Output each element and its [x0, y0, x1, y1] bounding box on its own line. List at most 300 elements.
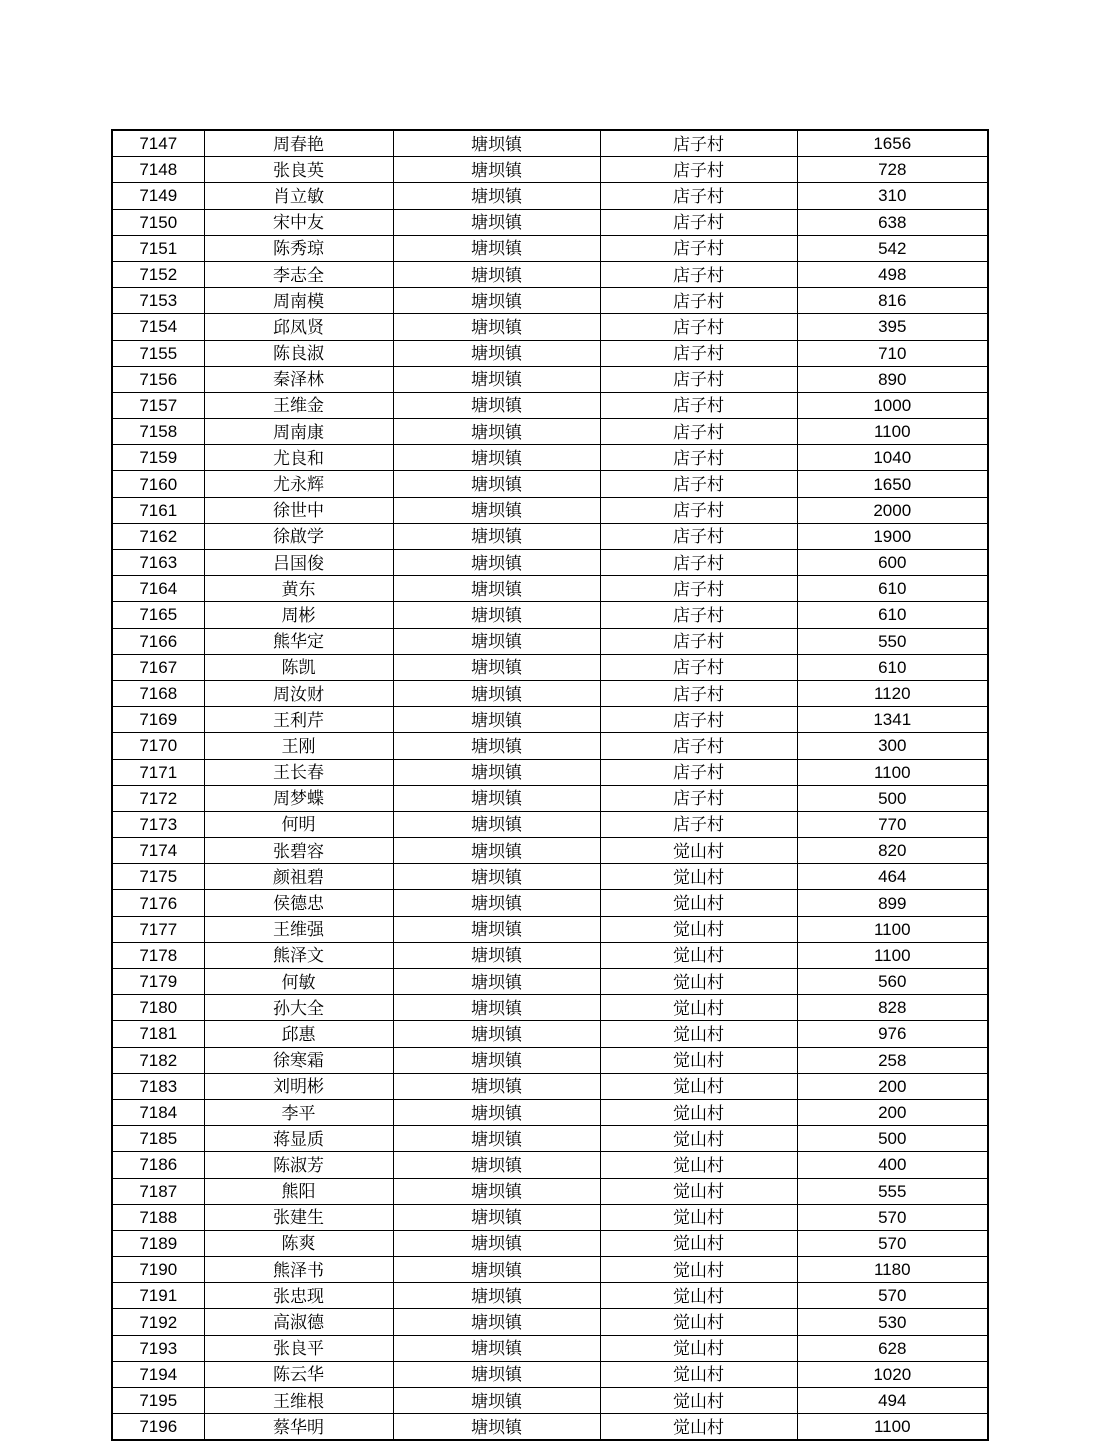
- cell-town: 塘坝镇: [393, 130, 600, 157]
- table-row: [112, 209, 988, 235]
- cell-village: 觉山村: [600, 1309, 797, 1335]
- cell-name: 宋中友: [204, 209, 393, 235]
- cell-serial-number: 7159: [112, 445, 204, 471]
- cell-town: 塘坝镇: [393, 942, 600, 968]
- cell-serial-number: 7176: [112, 890, 204, 916]
- cell-amount: 610: [797, 576, 988, 602]
- cell-town: 塘坝镇: [393, 419, 600, 445]
- cell-town: 塘坝镇: [393, 890, 600, 916]
- cell-amount: 710: [797, 340, 988, 366]
- cell-town: 塘坝镇: [393, 497, 600, 523]
- cell-village: 觉山村: [600, 916, 797, 942]
- cell-name: 秦泽林: [204, 366, 393, 392]
- table-row: [112, 392, 988, 418]
- cell-serial-number: 7177: [112, 916, 204, 942]
- cell-town: 塘坝镇: [393, 602, 600, 628]
- cell-serial-number: 7160: [112, 471, 204, 497]
- cell-name: 陈秀琼: [204, 235, 393, 261]
- cell-serial-number: 7195: [112, 1388, 204, 1414]
- table-row: [112, 288, 988, 314]
- cell-name: 侯德忠: [204, 890, 393, 916]
- cell-serial-number: 7165: [112, 602, 204, 628]
- table-row: [112, 235, 988, 261]
- table-row: [112, 1335, 988, 1361]
- cell-village: 店子村: [600, 157, 797, 183]
- cell-amount: 310: [797, 183, 988, 209]
- cell-amount: 1020: [797, 1361, 988, 1387]
- cell-village: 店子村: [600, 314, 797, 340]
- cell-serial-number: 7184: [112, 1099, 204, 1125]
- cell-amount: 1100: [797, 942, 988, 968]
- table-row: [112, 890, 988, 916]
- cell-amount: 638: [797, 209, 988, 235]
- cell-village: 觉山村: [600, 1361, 797, 1387]
- cell-amount: 728: [797, 157, 988, 183]
- cell-name: 蒋显质: [204, 1126, 393, 1152]
- cell-town: 塘坝镇: [393, 916, 600, 942]
- cell-serial-number: 7170: [112, 733, 204, 759]
- table-row: [112, 157, 988, 183]
- cell-serial-number: 7187: [112, 1178, 204, 1204]
- cell-amount: 1341: [797, 707, 988, 733]
- cell-amount: 200: [797, 1099, 988, 1125]
- cell-amount: 570: [797, 1204, 988, 1230]
- cell-serial-number: 7166: [112, 628, 204, 654]
- cell-serial-number: 7171: [112, 759, 204, 785]
- cell-amount: 494: [797, 1388, 988, 1414]
- cell-amount: 550: [797, 628, 988, 654]
- cell-name: 王维强: [204, 916, 393, 942]
- cell-town: 塘坝镇: [393, 340, 600, 366]
- cell-town: 塘坝镇: [393, 1335, 600, 1361]
- cell-name: 周彬: [204, 602, 393, 628]
- cell-serial-number: 7154: [112, 314, 204, 340]
- cell-name: 尤良和: [204, 445, 393, 471]
- cell-serial-number: 7167: [112, 654, 204, 680]
- table-row: [112, 602, 988, 628]
- cell-town: 塘坝镇: [393, 1283, 600, 1309]
- table-row: [112, 654, 988, 680]
- cell-serial-number: 7178: [112, 942, 204, 968]
- cell-village: 店子村: [600, 366, 797, 392]
- cell-amount: 542: [797, 235, 988, 261]
- cell-name: 周汝财: [204, 680, 393, 706]
- cell-amount: 1100: [797, 759, 988, 785]
- cell-name: 李志全: [204, 261, 393, 287]
- cell-serial-number: 7156: [112, 366, 204, 392]
- table-row: [112, 995, 988, 1021]
- cell-serial-number: 7186: [112, 1152, 204, 1178]
- cell-amount: 770: [797, 811, 988, 837]
- cell-town: 塘坝镇: [393, 1099, 600, 1125]
- cell-amount: 890: [797, 366, 988, 392]
- cell-serial-number: 7196: [112, 1414, 204, 1441]
- cell-village: 店子村: [600, 497, 797, 523]
- cell-name: 陈凯: [204, 654, 393, 680]
- cell-amount: 464: [797, 864, 988, 890]
- cell-name: 徐世中: [204, 497, 393, 523]
- table-row: [112, 1388, 988, 1414]
- cell-town: 塘坝镇: [393, 680, 600, 706]
- cell-amount: 530: [797, 1309, 988, 1335]
- table-row: [112, 471, 988, 497]
- cell-village: 觉山村: [600, 1257, 797, 1283]
- cell-town: 塘坝镇: [393, 1361, 600, 1387]
- cell-name: 孙大全: [204, 995, 393, 1021]
- cell-town: 塘坝镇: [393, 1021, 600, 1047]
- table-row: [112, 1152, 988, 1178]
- cell-town: 塘坝镇: [393, 1047, 600, 1073]
- cell-name: 黄东: [204, 576, 393, 602]
- cell-village: 店子村: [600, 602, 797, 628]
- cell-town: 塘坝镇: [393, 1257, 600, 1283]
- cell-village: 店子村: [600, 471, 797, 497]
- cell-town: 塘坝镇: [393, 550, 600, 576]
- cell-amount: 610: [797, 654, 988, 680]
- cell-name: 徐寒霜: [204, 1047, 393, 1073]
- table-row: [112, 261, 988, 287]
- cell-village: 店子村: [600, 654, 797, 680]
- cell-name: 刘明彬: [204, 1073, 393, 1099]
- document-page: [111, 129, 989, 1441]
- table-row: [112, 1414, 988, 1441]
- cell-serial-number: 7183: [112, 1073, 204, 1099]
- table-row: [112, 811, 988, 837]
- cell-serial-number: 7185: [112, 1126, 204, 1152]
- cell-amount: 820: [797, 838, 988, 864]
- cell-amount: 2000: [797, 497, 988, 523]
- cell-name: 熊华定: [204, 628, 393, 654]
- cell-village: 店子村: [600, 340, 797, 366]
- table-row: [112, 707, 988, 733]
- cell-amount: 200: [797, 1073, 988, 1099]
- cell-name: 王维金: [204, 392, 393, 418]
- cell-village: 觉山村: [600, 1126, 797, 1152]
- cell-town: 塘坝镇: [393, 209, 600, 235]
- cell-village: 觉山村: [600, 969, 797, 995]
- cell-village: 店子村: [600, 445, 797, 471]
- table-row: [112, 942, 988, 968]
- table-row: [112, 680, 988, 706]
- cell-town: 塘坝镇: [393, 1414, 600, 1441]
- cell-serial-number: 7172: [112, 785, 204, 811]
- cell-amount: 498: [797, 261, 988, 287]
- cell-serial-number: 7147: [112, 130, 204, 157]
- table-row: [112, 1099, 988, 1125]
- table-row: [112, 523, 988, 549]
- cell-serial-number: 7182: [112, 1047, 204, 1073]
- cell-village: 觉山村: [600, 890, 797, 916]
- cell-serial-number: 7190: [112, 1257, 204, 1283]
- table-row: [112, 628, 988, 654]
- cell-village: 店子村: [600, 576, 797, 602]
- cell-village: 觉山村: [600, 1204, 797, 1230]
- cell-serial-number: 7194: [112, 1361, 204, 1387]
- cell-amount: 600: [797, 550, 988, 576]
- cell-village: 店子村: [600, 759, 797, 785]
- cell-name: 熊泽文: [204, 942, 393, 968]
- cell-town: 塘坝镇: [393, 471, 600, 497]
- cell-village: 觉山村: [600, 838, 797, 864]
- table-row: [112, 1257, 988, 1283]
- cell-amount: 500: [797, 785, 988, 811]
- cell-town: 塘坝镇: [393, 157, 600, 183]
- cell-village: 觉山村: [600, 1335, 797, 1361]
- cell-amount: 610: [797, 602, 988, 628]
- table-row: [112, 969, 988, 995]
- cell-name: 陈爽: [204, 1230, 393, 1256]
- cell-serial-number: 7173: [112, 811, 204, 837]
- cell-serial-number: 7169: [112, 707, 204, 733]
- cell-serial-number: 7164: [112, 576, 204, 602]
- cell-name: 高淑德: [204, 1309, 393, 1335]
- cell-name: 何敏: [204, 969, 393, 995]
- table-row: [112, 1021, 988, 1047]
- cell-village: 觉山村: [600, 1152, 797, 1178]
- table-row: [112, 1204, 988, 1230]
- cell-amount: 899: [797, 890, 988, 916]
- cell-serial-number: 7163: [112, 550, 204, 576]
- cell-village: 觉山村: [600, 1047, 797, 1073]
- cell-town: 塘坝镇: [393, 1178, 600, 1204]
- cell-name: 何明: [204, 811, 393, 837]
- cell-name: 邱凤贤: [204, 314, 393, 340]
- cell-amount: 1650: [797, 471, 988, 497]
- cell-name: 王利芹: [204, 707, 393, 733]
- cell-name: 王刚: [204, 733, 393, 759]
- table-body: [112, 130, 988, 1440]
- cell-town: 塘坝镇: [393, 1073, 600, 1099]
- cell-town: 塘坝镇: [393, 392, 600, 418]
- cell-amount: 400: [797, 1152, 988, 1178]
- cell-amount: 976: [797, 1021, 988, 1047]
- cell-village: 觉山村: [600, 1073, 797, 1099]
- cell-serial-number: 7174: [112, 838, 204, 864]
- cell-serial-number: 7153: [112, 288, 204, 314]
- data-table: [111, 129, 989, 1441]
- cell-town: 塘坝镇: [393, 811, 600, 837]
- cell-village: 觉山村: [600, 1230, 797, 1256]
- cell-amount: 1120: [797, 680, 988, 706]
- cell-amount: 560: [797, 969, 988, 995]
- cell-name: 王长春: [204, 759, 393, 785]
- cell-village: 店子村: [600, 235, 797, 261]
- cell-town: 塘坝镇: [393, 1388, 600, 1414]
- table-row: [112, 576, 988, 602]
- cell-serial-number: 7193: [112, 1335, 204, 1361]
- table-row: [112, 1126, 988, 1152]
- table-row: [112, 1073, 988, 1099]
- cell-village: 店子村: [600, 288, 797, 314]
- cell-town: 塘坝镇: [393, 654, 600, 680]
- cell-serial-number: 7191: [112, 1283, 204, 1309]
- cell-serial-number: 7148: [112, 157, 204, 183]
- cell-serial-number: 7158: [112, 419, 204, 445]
- cell-town: 塘坝镇: [393, 576, 600, 602]
- cell-village: 觉山村: [600, 1388, 797, 1414]
- cell-amount: 555: [797, 1178, 988, 1204]
- table-row: [112, 759, 988, 785]
- cell-amount: 1900: [797, 523, 988, 549]
- cell-village: 店子村: [600, 550, 797, 576]
- cell-village: 店子村: [600, 209, 797, 235]
- cell-amount: 258: [797, 1047, 988, 1073]
- cell-village: 店子村: [600, 707, 797, 733]
- cell-village: 店子村: [600, 733, 797, 759]
- cell-amount: 828: [797, 995, 988, 1021]
- cell-amount: 1180: [797, 1257, 988, 1283]
- table-row: [112, 183, 988, 209]
- cell-town: 塘坝镇: [393, 1152, 600, 1178]
- cell-village: 店子村: [600, 628, 797, 654]
- cell-town: 塘坝镇: [393, 366, 600, 392]
- cell-name: 肖立敏: [204, 183, 393, 209]
- cell-name: 张忠现: [204, 1283, 393, 1309]
- cell-amount: 395: [797, 314, 988, 340]
- cell-name: 周南模: [204, 288, 393, 314]
- cell-serial-number: 7192: [112, 1309, 204, 1335]
- cell-village: 觉山村: [600, 1021, 797, 1047]
- cell-village: 店子村: [600, 261, 797, 287]
- cell-village: 店子村: [600, 183, 797, 209]
- cell-village: 店子村: [600, 785, 797, 811]
- cell-name: 张良英: [204, 157, 393, 183]
- cell-name: 徐啟学: [204, 523, 393, 549]
- table-row: [112, 130, 988, 157]
- table-row: [112, 1047, 988, 1073]
- cell-amount: 500: [797, 1126, 988, 1152]
- cell-serial-number: 7181: [112, 1021, 204, 1047]
- cell-town: 塘坝镇: [393, 628, 600, 654]
- cell-serial-number: 7161: [112, 497, 204, 523]
- cell-town: 塘坝镇: [393, 995, 600, 1021]
- cell-amount: 1656: [797, 130, 988, 157]
- cell-village: 觉山村: [600, 1178, 797, 1204]
- cell-town: 塘坝镇: [393, 523, 600, 549]
- cell-serial-number: 7151: [112, 235, 204, 261]
- table-row: [112, 550, 988, 576]
- cell-amount: 628: [797, 1335, 988, 1361]
- cell-town: 塘坝镇: [393, 261, 600, 287]
- cell-amount: 300: [797, 733, 988, 759]
- cell-name: 蔡华明: [204, 1414, 393, 1441]
- cell-amount: 1100: [797, 916, 988, 942]
- cell-name: 陈云华: [204, 1361, 393, 1387]
- cell-name: 周南康: [204, 419, 393, 445]
- cell-name: 李平: [204, 1099, 393, 1125]
- cell-town: 塘坝镇: [393, 314, 600, 340]
- cell-name: 颜祖碧: [204, 864, 393, 890]
- cell-town: 塘坝镇: [393, 864, 600, 890]
- table-row: [112, 733, 988, 759]
- cell-name: 尤永辉: [204, 471, 393, 497]
- cell-town: 塘坝镇: [393, 235, 600, 261]
- cell-amount: 1100: [797, 1414, 988, 1441]
- cell-serial-number: 7189: [112, 1230, 204, 1256]
- cell-village: 觉山村: [600, 1099, 797, 1125]
- cell-town: 塘坝镇: [393, 707, 600, 733]
- cell-amount: 570: [797, 1230, 988, 1256]
- cell-village: 店子村: [600, 523, 797, 549]
- cell-village: 觉山村: [600, 1414, 797, 1441]
- table-row: [112, 1283, 988, 1309]
- cell-serial-number: 7157: [112, 392, 204, 418]
- cell-town: 塘坝镇: [393, 183, 600, 209]
- cell-amount: 1100: [797, 419, 988, 445]
- cell-name: 熊阳: [204, 1178, 393, 1204]
- cell-village: 觉山村: [600, 1283, 797, 1309]
- table-row: [112, 916, 988, 942]
- table-row: [112, 314, 988, 340]
- table-row: [112, 1309, 988, 1335]
- cell-town: 塘坝镇: [393, 1204, 600, 1230]
- table-row: [112, 1178, 988, 1204]
- table-row: [112, 445, 988, 471]
- table-row: [112, 497, 988, 523]
- cell-village: 店子村: [600, 811, 797, 837]
- cell-serial-number: 7180: [112, 995, 204, 1021]
- cell-serial-number: 7179: [112, 969, 204, 995]
- cell-serial-number: 7175: [112, 864, 204, 890]
- cell-village: 觉山村: [600, 995, 797, 1021]
- cell-name: 陈淑芳: [204, 1152, 393, 1178]
- cell-town: 塘坝镇: [393, 785, 600, 811]
- cell-village: 店子村: [600, 680, 797, 706]
- cell-name: 周梦蝶: [204, 785, 393, 811]
- cell-town: 塘坝镇: [393, 1309, 600, 1335]
- cell-serial-number: 7149: [112, 183, 204, 209]
- cell-village: 觉山村: [600, 942, 797, 968]
- cell-name: 周春艳: [204, 130, 393, 157]
- cell-amount: 1040: [797, 445, 988, 471]
- cell-town: 塘坝镇: [393, 969, 600, 995]
- cell-town: 塘坝镇: [393, 1230, 600, 1256]
- table-row: [112, 340, 988, 366]
- cell-village: 店子村: [600, 419, 797, 445]
- cell-serial-number: 7188: [112, 1204, 204, 1230]
- table-row: [112, 838, 988, 864]
- cell-town: 塘坝镇: [393, 838, 600, 864]
- cell-name: 吕国俊: [204, 550, 393, 576]
- cell-name: 熊泽书: [204, 1257, 393, 1283]
- cell-serial-number: 7168: [112, 680, 204, 706]
- cell-town: 塘坝镇: [393, 759, 600, 785]
- cell-village: 店子村: [600, 392, 797, 418]
- cell-name: 张建生: [204, 1204, 393, 1230]
- cell-serial-number: 7162: [112, 523, 204, 549]
- table-row: [112, 1230, 988, 1256]
- cell-amount: 816: [797, 288, 988, 314]
- table-row: [112, 1361, 988, 1387]
- cell-serial-number: 7152: [112, 261, 204, 287]
- cell-name: 陈良淑: [204, 340, 393, 366]
- cell-amount: 1000: [797, 392, 988, 418]
- cell-town: 塘坝镇: [393, 445, 600, 471]
- cell-town: 塘坝镇: [393, 733, 600, 759]
- cell-serial-number: 7155: [112, 340, 204, 366]
- cell-name: 邱惠: [204, 1021, 393, 1047]
- cell-name: 王维根: [204, 1388, 393, 1414]
- cell-town: 塘坝镇: [393, 1126, 600, 1152]
- cell-village: 觉山村: [600, 864, 797, 890]
- cell-name: 张良平: [204, 1335, 393, 1361]
- cell-serial-number: 7150: [112, 209, 204, 235]
- table-row: [112, 419, 988, 445]
- table-row: [112, 785, 988, 811]
- table-row: [112, 864, 988, 890]
- table-row: [112, 366, 988, 392]
- cell-town: 塘坝镇: [393, 288, 600, 314]
